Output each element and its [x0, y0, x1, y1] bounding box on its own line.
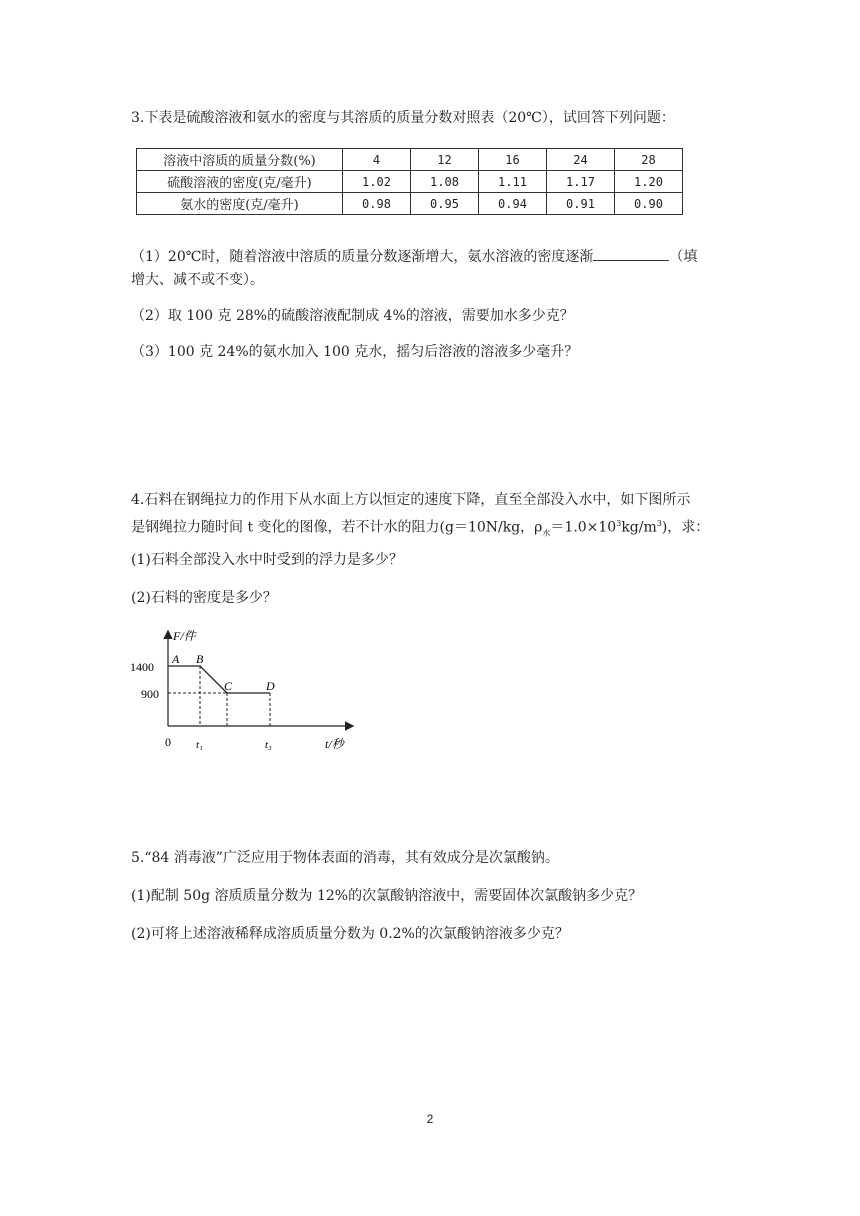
q3-sub1-line2: 增大、减不或不变）。 — [131, 272, 264, 288]
table-cell: 0.94 — [479, 193, 547, 215]
x-tick-label: t₁ — [196, 739, 203, 751]
table-cell: 1.17 — [547, 171, 615, 193]
q3-sub2: （2）取 100 克 28%的硫酸溶液配制成 4%的溶液，需要加水多少克？ — [131, 308, 574, 324]
q3-sub1-fill-hint: （填 — [669, 249, 698, 265]
table-cell: 0.98 — [343, 193, 411, 215]
answer-blank — [593, 246, 669, 261]
q4-stem-text: ＝1.0×10 — [550, 519, 617, 536]
q4-stem-text: kg/m — [621, 519, 657, 536]
table-cell: 0.95 — [411, 193, 479, 215]
rho-subscript: 水 — [542, 528, 551, 538]
table-cell: 4 — [343, 149, 411, 171]
table-cell: 24 — [547, 149, 615, 171]
origin-label: 0 — [165, 735, 171, 749]
table-row — [137, 149, 683, 171]
table-cell: 0.90 — [615, 193, 683, 215]
density-table — [136, 148, 683, 215]
x-tick-label: t₃ — [265, 739, 272, 751]
q5-sub2: (2)可将上述溶液稀释成溶质质量分数为 0.2%的次氯酸钠溶液多少克？ — [131, 926, 569, 942]
table-cell: 1.08 — [411, 171, 479, 193]
q4-sub2: (2)石料的密度是多少？ — [131, 590, 277, 606]
exponent: 3 — [616, 519, 622, 528]
row-header: 硫酸溶液的密度(克/毫升) — [137, 171, 343, 193]
table-cell: 28 — [615, 149, 683, 171]
table-row — [137, 193, 683, 215]
y-tick-label: 900 — [141, 687, 159, 701]
q4-stem-line1: 4.石料在钢绳拉力的作用下从水面上方以恒定的速度下降，直至全部没入水中，如下图所示 — [131, 492, 691, 508]
force-curve — [168, 666, 270, 693]
point-label: B — [196, 652, 204, 666]
q5-stem: 5.“84 消毒液”广泛应用于物体表面的消毒，其有效成分是次氯酸钠。 — [131, 850, 559, 866]
point-label: D — [266, 679, 275, 693]
force-time-graph — [128, 622, 368, 757]
table-cell: 16 — [479, 149, 547, 171]
q3-sub3: （3）100 克 24%的氨水加入 100 克水，摇匀后溶液的溶液多少毫升？ — [131, 344, 579, 360]
table-cell: 1.11 — [479, 171, 547, 193]
y-tick-label: 1400 — [130, 660, 154, 674]
q5-sub1: (1)配制 50g 溶质质量分数为 12%的次氯酸钠溶液中，需要固体次氯酸钠多少克？ — [131, 888, 643, 904]
point-label: C — [224, 679, 233, 693]
row-header: 溶液中溶质的质量分数(%) — [137, 149, 343, 171]
x-axis-label: t/秒 — [325, 737, 344, 751]
unit-exponent: 3 — [656, 519, 662, 528]
table-cell: 1.02 — [343, 171, 411, 193]
q3-sub1-text: （1）20℃时，随着溶液中溶质的质量分数逐渐增大，氨水溶液的密度逐渐 — [131, 249, 594, 265]
q3-sub1-line1 — [131, 246, 697, 267]
q3-stem: 3.下表是硫酸溶液和氨水的密度与其溶质的质量分数对照表（20℃），试回答下列问题： — [131, 110, 675, 126]
page-number: 2 — [426, 1112, 434, 1126]
point-label: A — [172, 652, 180, 666]
y-axis-label: F/件 — [173, 629, 196, 643]
table-row — [137, 171, 683, 193]
q4-stem-text: )，求： — [661, 519, 710, 536]
table-cell: 12 — [411, 149, 479, 171]
q4-sub1: (1)石料全部没入水中时受到的浮力是多少？ — [131, 552, 403, 568]
row-header: 氨水的密度(克/毫升) — [137, 193, 343, 215]
q4-stem-text: 是钢绳拉力随时间 t 变化的图像，若不计水的阻力(g＝10N/kg，ρ — [131, 519, 543, 536]
table-cell: 0.91 — [547, 193, 615, 215]
table-cell: 1.20 — [615, 171, 683, 193]
q4-stem-line2 — [131, 514, 709, 543]
